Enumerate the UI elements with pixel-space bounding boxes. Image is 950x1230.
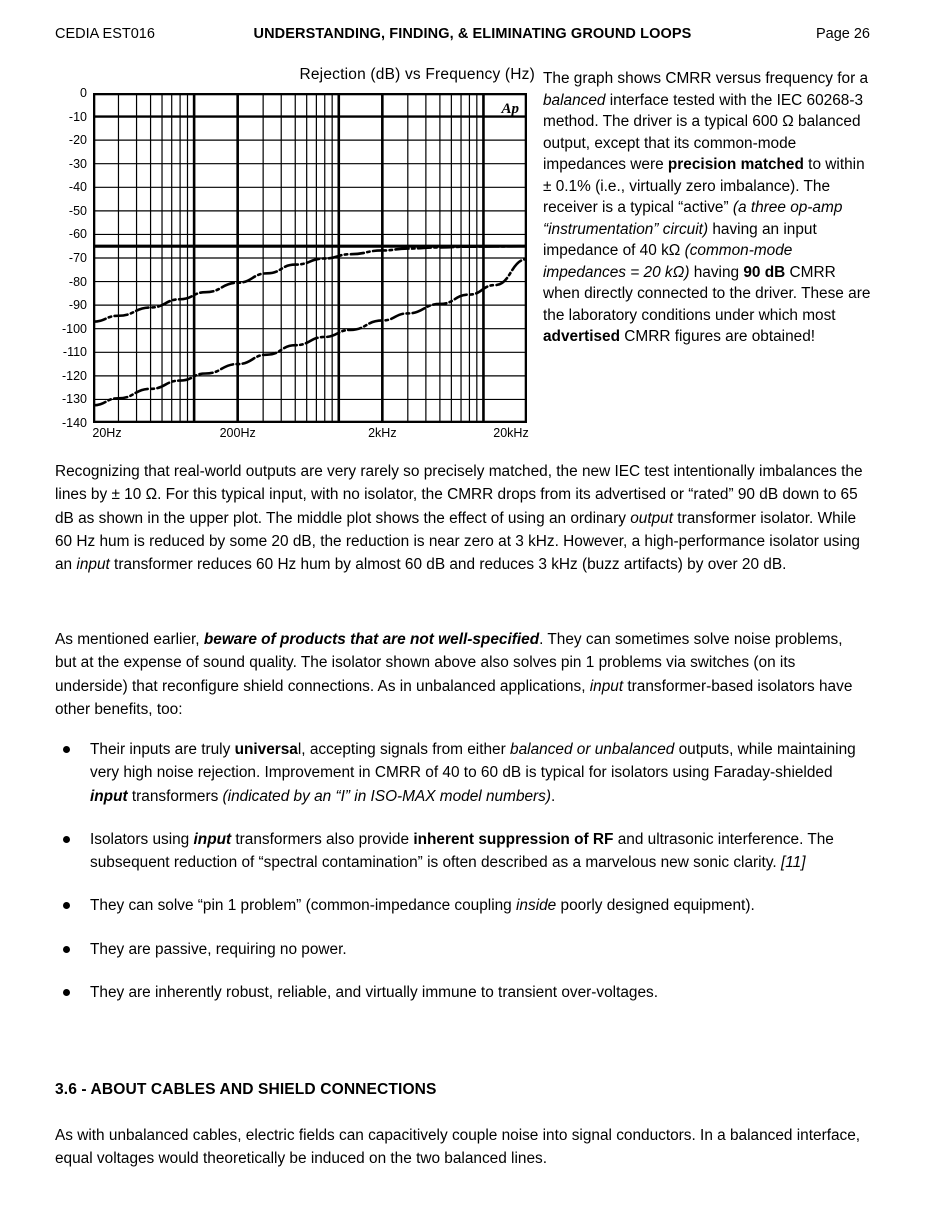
chart-y-axis-labels (55, 86, 89, 430)
y-axis-tick-label: -140 (61, 416, 87, 430)
y-axis-tick-label: -40 (68, 180, 87, 195)
list-item (55, 894, 867, 917)
cmrr-chart (55, 66, 535, 451)
y-axis-tick-label: -30 (68, 156, 87, 171)
y-axis-tick-label: 0 (80, 86, 87, 100)
chart-title: Rejection (dB) vs Frequency (Hz) (299, 66, 535, 83)
x-axis-tick-label: 2kHz (368, 426, 397, 440)
svg-text:Ap: Ap (501, 101, 519, 117)
figure-row (55, 66, 875, 451)
x-axis-tick-label: 200Hz (219, 426, 256, 440)
x-axis-tick-label: 20kHz (493, 426, 529, 440)
page-header (55, 26, 870, 48)
list-item (55, 828, 867, 875)
list-item-text: Their inputs are truly universal, accepting signals from either balanced or unbalanced outputs, while maintaining very high noise rejection. Improvement in CMRR of 40 to 60 dB is typical for isolators using Faraday-shielded input transformers (indicated by an “I” in ISO-MAX model numbers). (90, 741, 856, 805)
bullet-dot-icon (63, 836, 70, 843)
y-axis-tick-label: -50 (68, 203, 87, 218)
y-axis-tick-label: -130 (61, 392, 87, 407)
body-paragraph-2: As mentioned earlier, beware of products that are not well-specified. They can sometimes solve noise problems, but at the expense of sound quality. The isolator shown above also solves pin 1 problems via switches (on its underside) that reconfigure shield connections. As in unbalanced applications, input transformer-based isolators have other benefits, too: (55, 631, 853, 718)
header-page-number: Page 26 (815, 26, 870, 42)
list-item (55, 738, 867, 808)
y-axis-tick-label: -70 (68, 251, 87, 265)
section-heading: 3.6 - ABOUT CABLES AND SHIELD CONNECTIONS (55, 1081, 437, 1098)
x-axis-tick-label: 20Hz (92, 426, 122, 440)
list-item (55, 938, 867, 961)
bullet-dot-icon (63, 902, 70, 909)
body-paragraph-1: Recognizing that real-world outputs are very rarely so precisely matched, the new IEC test intentionally imbalances the lines by ± 10 Ω. For this typical input, with no isolator, the CMRR drops from its advertised or “rated” 90 dB down to 65 dB as shown in the upper plot. The middle plot shows the effect of using an ordinary output transformer isolator. While 60 Hz hum is reduced by some 20 dB, the reduction is near zero at 3 kHz. However, a high-performance isolator using an input transformer reduces 60 Hz hum by almost 60 dB and reduces 3 kHz (buzz artifacts) by over 20 dB. (55, 463, 863, 574)
list-item-text: Isolators using input transformers also provide inherent suppression of RF and ultrasonic interference. The subsequent reduction of “spectral contamination” is often described as a marvelous new sonic clarity. [11] (90, 830, 834, 872)
bullet-dot-icon (63, 989, 70, 996)
y-axis-tick-label: -120 (61, 368, 87, 383)
y-axis-tick-label: -10 (68, 109, 87, 124)
y-axis-tick-label: -90 (68, 298, 87, 313)
y-axis-tick-label: -80 (68, 274, 87, 289)
benefits-bullet-list (55, 738, 867, 1024)
y-axis-tick-label: -60 (68, 227, 87, 242)
list-item-text: They are inherently robust, reliable, and virtually immune to transient over-voltages. (90, 984, 659, 1002)
bullet-dot-icon (63, 746, 70, 753)
y-axis-tick-label: -110 (62, 345, 87, 360)
chart-x-axis-labels (93, 426, 533, 446)
list-item-text: They can solve “pin 1 problem” (common-impedance coupling inside poorly designed equipment). (90, 897, 755, 915)
figure-caption-text: The graph shows CMRR versus frequency for a balanced interface tested with the IEC 60268-3 method. The driver is a typical 600 Ω balanced output, except that its common-mode impedances were precision matched to within ± 0.1% (i.e., virtually zero imbalance). The receiver is a typical “active” (a three op-amp “instrumentation” circuit) having an input impedance of 40 kΩ (common-mode impedances = 20 kΩ) having 90 dB CMRR when directly connected to the driver. These are the laboratory conditions under which most advertised CMRR figures are obtained! (543, 70, 871, 345)
header-document-id: CEDIA EST016 (55, 26, 155, 42)
y-axis-tick-label: -100 (61, 321, 87, 336)
y-axis-tick-label: -20 (68, 133, 87, 148)
chart-svg (93, 93, 527, 423)
list-item (55, 981, 867, 1004)
bullet-dot-icon (63, 946, 70, 953)
list-item-text: They are passive, requiring no power. (90, 940, 347, 958)
body-paragraph-3: As with unbalanced cables, electric fields can capacitively couple noise into signal conductors. In a balanced interface, equal voltages would theoretically be induced on the two balanced lines. (55, 1127, 861, 1168)
header-title: UNDERSTANDING, FINDING, & ELIMINATING GROUND LOOPS (253, 26, 692, 42)
chart-plot-area (93, 93, 527, 423)
